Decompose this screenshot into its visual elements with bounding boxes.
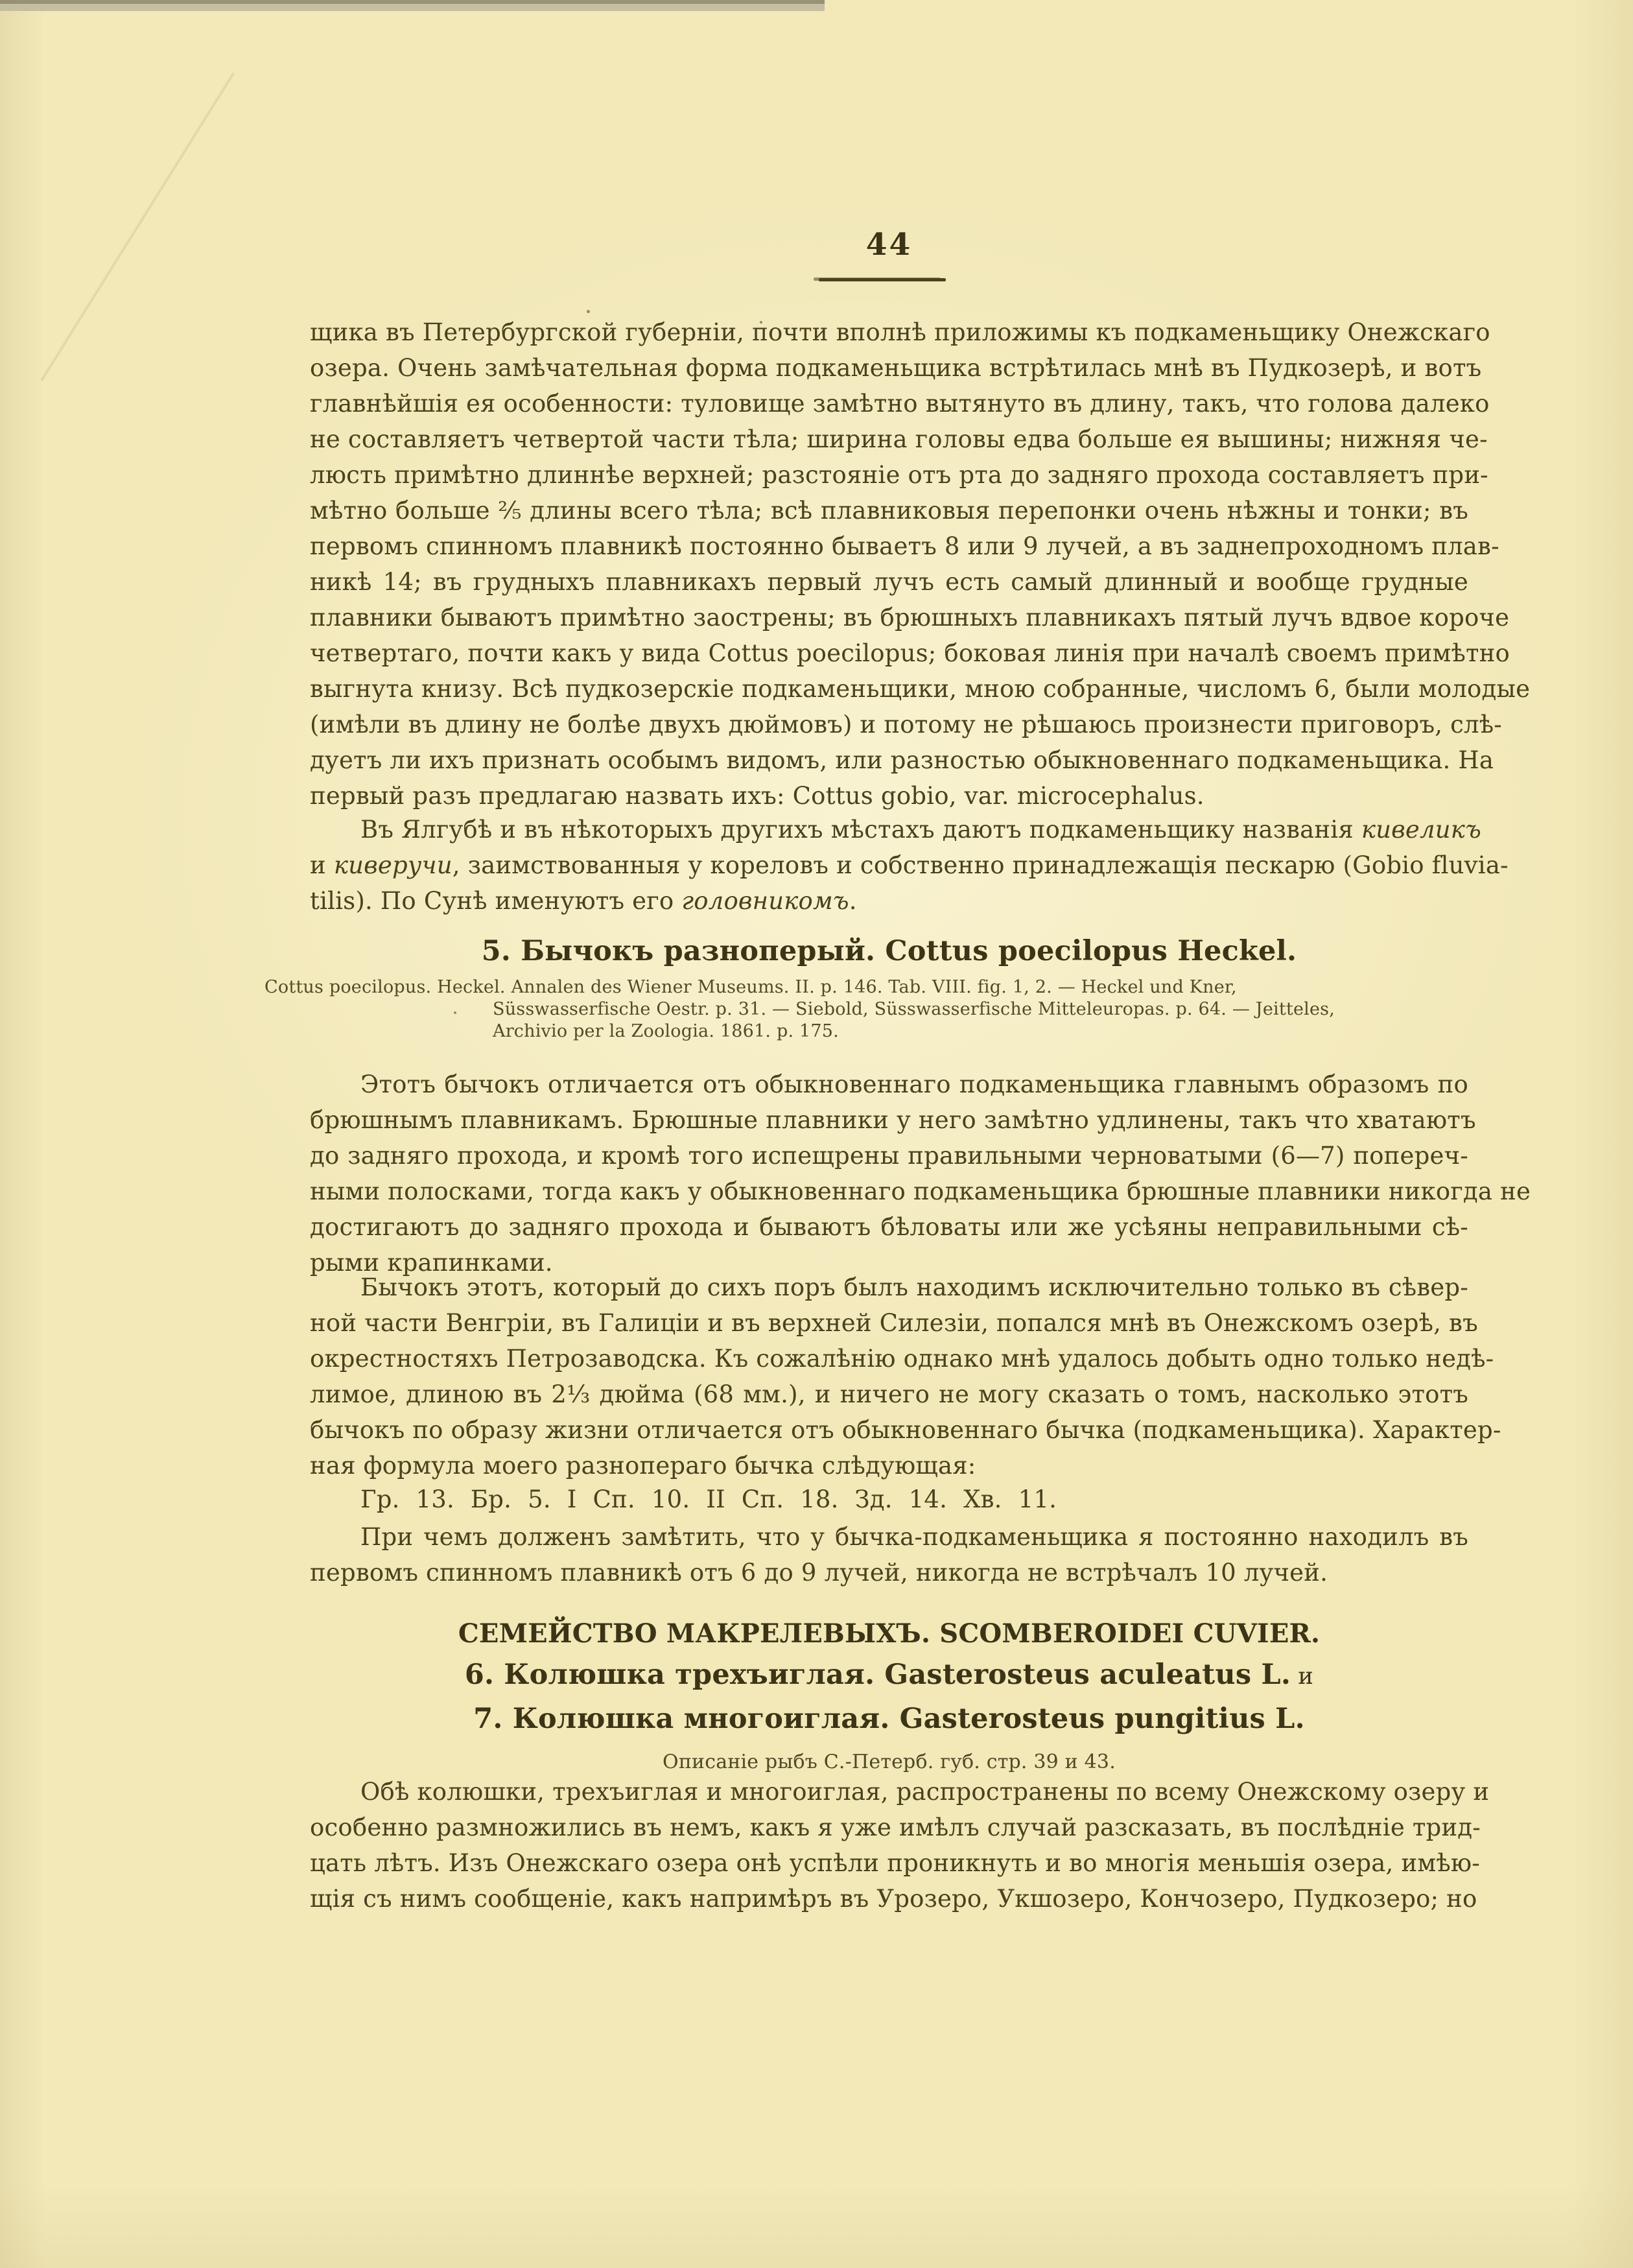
paragraph-distribution-specimen	[310, 1270, 1501, 1483]
family-heading-scomberoidei	[310, 1616, 1468, 1651]
text-segment: Бычокъ этотъ, который до сихъ поръ былъ находимъ исключительно только въ сѣвер-	[360, 1273, 1468, 1301]
text-line	[310, 1657, 1468, 1693]
text-segment: Archivio per la Zoologia. 1861. p. 175.	[493, 1021, 839, 1041]
paragraph-dorsal-ray-note	[310, 1519, 1468, 1590]
text-segment: ными полосками, тогда какъ у обыкновеннаго подкаменьщика брюшные плавники никогда не	[310, 1177, 1531, 1205]
text-segment: озера. Очень замѣчательная форма подкаменьщика встрѣтилась мнѣ въ Пудкозерѣ, и вотъ	[310, 354, 1482, 382]
text-segment: главнѣйшія ея особенности: туловище замѣтно вытянуто въ длину, такъ, что голова далеко	[310, 390, 1490, 418]
text-segment: ная формула моего разнопераго бычка слѣдующая:	[310, 1452, 976, 1480]
paragraph-local-names	[310, 812, 1509, 919]
text-segment: кивеликъ	[1361, 816, 1481, 844]
scan-artifact-top-bar	[0, 0, 825, 11]
text-line	[310, 1448, 1468, 1483]
species-heading-7-gasterosteus-pungitius	[310, 1701, 1468, 1737]
text-segment: щика въ Петербургской губерніи, почти вполнѣ приложимы къ подкаменьщику Онежскаго	[310, 318, 1490, 346]
text-segment: Süsswasserfische Oestr. p. 31. — Siebold, Süsswasserfische Mitteleuropas. p. 64. — Jeitteles,	[493, 999, 1335, 1019]
text-segment: 7. Колюшка многоиглая. Gasterosteus pungitius L.	[473, 1703, 1305, 1735]
text-line	[310, 1701, 1468, 1737]
species-heading-6-gasterosteus-aculeatus	[310, 1657, 1468, 1693]
text-segment: достигаютъ до задняго прохода и бываютъ бѣловаты или же усѣяны неправильными сѣ-	[310, 1213, 1468, 1241]
text-segment: щія съ нимъ сообщеніе, какъ напримѣръ въ Урозеро, Укшозеро, Кончозеро, Пудкозеро; но	[310, 1885, 1477, 1913]
text-line	[310, 778, 1468, 814]
text-segment: брюшнымъ плавникамъ. Брюшные плавники у него замѣтно удлинены, такъ что хватаютъ	[310, 1106, 1476, 1134]
text-line	[310, 350, 1482, 386]
text-line	[310, 635, 1510, 671]
text-segment: ной части Венгріи, въ Галиціи и въ верхней Силезіи, попался мнѣ въ Онежскомъ озерѣ, въ	[310, 1309, 1478, 1337]
text-line	[310, 386, 1490, 421]
text-segment: особенно размножились въ немъ, какъ я уже имѣлъ случай разсказать, въ послѣдніе трид-	[310, 1813, 1481, 1841]
text-line	[310, 1845, 1480, 1881]
text-line	[310, 1270, 1468, 1305]
text-segment: первомъ спинномъ плавникѣ отъ 6 до 9 лучей, никогда не встрѣчалъ 10 лучей.	[310, 1559, 1328, 1587]
text-segment: бычокъ по образу жизни отличается отъ обыкновеннаго бычка (подкаменьщика). Характер-	[310, 1416, 1501, 1444]
text-line	[310, 314, 1490, 350]
text-line	[310, 1519, 1468, 1555]
text-segment: Въ Ялгубѣ и въ нѣкоторыхъ другихъ мѣстахъ даютъ подкаменьщику названія	[360, 816, 1361, 844]
text-segment: головникомъ	[681, 887, 849, 915]
text-line	[310, 742, 1494, 778]
text-line	[310, 1881, 1477, 1917]
text-line	[310, 1341, 1494, 1376]
text-segment: и	[310, 851, 334, 879]
text-line	[310, 1555, 1468, 1590]
text-segment: первомъ спинномъ плавникѣ постоянно бываетъ 8 или 9 лучей, а въ заднепроходномъ плав-	[310, 532, 1499, 560]
text-segment: четвертаго, почти какъ у вида Cottus poecilopus; боковая линія при началѣ своемъ примѣтно	[310, 639, 1510, 667]
paragraph-ventral-fins-difference	[310, 1067, 1531, 1281]
text-segment: люсть примѣтно длиннѣе верхней; разстояніе отъ рта до задняго прохода составляетъ при-	[310, 461, 1488, 489]
text-line	[310, 457, 1488, 493]
text-line	[310, 812, 1481, 847]
text-segment: , заимствованныя у кореловъ и собственно принадлежащія пескарю (Gobio fluvia-	[452, 851, 1509, 879]
text-line	[310, 528, 1499, 564]
text-line	[310, 671, 1531, 707]
text-segment: никѣ 14; въ грудныхъ плавникахъ первый лучъ есть самый длинный и вообще грудные	[310, 568, 1468, 596]
text-line	[310, 1774, 1490, 1810]
text-segment: При чемъ долженъ замѣтить, что у бычка-подкаменьщика я постоянно находилъ въ	[360, 1523, 1468, 1551]
text-line	[264, 976, 1468, 998]
text-line	[310, 1174, 1531, 1209]
text-line	[310, 883, 1468, 919]
page-number-rule	[819, 278, 946, 281]
text-line	[310, 421, 1488, 457]
paragraph-cottus-gobio-var-microcephalus	[310, 314, 1531, 814]
text-segment: и	[1291, 1663, 1314, 1690]
paragraph-sticklebacks-distribution	[310, 1774, 1490, 1917]
text-segment: первый разъ предлагаю назвать ихъ: Cottus gobio, var. microcephalus.	[310, 782, 1204, 810]
text-segment: дуетъ ли ихъ признать особымъ видомъ, или разностью обыкновеннаго подкаменьщика. На	[310, 746, 1494, 774]
text-segment: СЕМЕЙСТВО МАКРЕЛЕВЫХЪ. SCOMBEROIDEI CUVIER.	[458, 1618, 1321, 1649]
text-segment: окрестностяхъ Петрозаводска. Къ сожалѣнію однако мнѣ удалось добыть одно только недѣ-	[310, 1345, 1494, 1373]
text-segment: не составляетъ четвертой части тѣла; ширина головы едва больше ея вышины; нижняя че-	[310, 425, 1488, 453]
synonymy-citation	[264, 976, 1468, 1043]
text-line	[310, 1209, 1468, 1245]
text-segment: Обѣ колюшки, трехъиглая и многоиглая, распространены по всему Онежскому озеру и	[360, 1778, 1490, 1806]
text-segment: Этотъ бычокъ отличается отъ обыкновеннаго подкаменьщика главнымъ образомъ по	[360, 1070, 1468, 1098]
text-line	[360, 1482, 1519, 1517]
text-line	[310, 564, 1468, 600]
text-segment: рыми крапинками.	[310, 1249, 553, 1277]
scan-speck	[587, 310, 590, 313]
text-line	[310, 1138, 1468, 1174]
text-line	[493, 998, 1468, 1021]
text-line	[310, 1305, 1478, 1341]
text-segment: цать лѣтъ. Изъ Онежскаго озера онѣ успѣли проникнуть и во многія меньшія озера, имѣю-	[310, 1849, 1480, 1877]
text-line	[310, 847, 1509, 883]
text-line	[310, 1102, 1476, 1138]
page-number: 44	[865, 227, 913, 263]
text-segment: Гр. 13. Бр. 5. I Сп. 10. II Сп. 18. Зд. 14. Хв. 11.	[360, 1485, 1057, 1513]
text-segment: мѣтно больше ²⁄₅ длины всего тѣла; всѣ плавниковыя перепонки очень нѣжны и тонки; въ	[310, 497, 1468, 525]
text-segment: Описаніе рыбъ С.-Петерб. губ. стр. 39 и 43.	[663, 1751, 1116, 1773]
text-line	[310, 600, 1510, 635]
text-segment: 6. Колюшка трехъиглая. Gasterosteus aculeatus L.	[464, 1659, 1291, 1691]
text-segment: (имѣли въ длину не болѣе двухъ дюймовъ) и потому не рѣшаюсь произнести приговоръ, слѣ-	[310, 711, 1502, 738]
text-line	[310, 1376, 1468, 1412]
text-segment: лимое, длиною въ 2¹⁄₃ дюйма (68 мм.), и ничего не могу сказать о томъ, насколько этотъ	[310, 1380, 1468, 1408]
text-line	[310, 1810, 1481, 1845]
text-segment: выгнута книзу. Всѣ пудкозерскіе подкаменьщики, мною собранные, числомъ 6, были молодые	[310, 675, 1531, 703]
text-segment: tilis). По Сунѣ именуютъ его	[310, 887, 682, 915]
text-line	[310, 493, 1468, 528]
species-heading-5-cottus-poecilopus	[310, 934, 1468, 969]
fin-ray-formula	[310, 1482, 1519, 1517]
text-line	[310, 1616, 1468, 1651]
text-line	[310, 1412, 1501, 1448]
text-segment: киверучи	[333, 851, 452, 879]
text-segment: 5. Бычокъ разноперый. Cottus poecilopus Heckel.	[481, 935, 1297, 967]
text-segment: плавники бываютъ примѣтно заострены; въ брюшныхъ плавникахъ пятый лучъ вдвое короче	[310, 604, 1510, 632]
text-segment: Cottus poecilopus. Heckel. Annalen des Wiener Museums. II. p. 146. Tab. VIII. fig. 1, 2. — Heckel und Kner,	[264, 977, 1237, 997]
text-line	[310, 1067, 1468, 1102]
text-line	[310, 707, 1502, 742]
text-segment: .	[849, 887, 857, 915]
text-line	[493, 1021, 1468, 1043]
text-line	[310, 934, 1468, 969]
text-segment: до задняго прохода, и кромѣ того испещрены правильными черноватыми (6—7) попереч-	[310, 1142, 1468, 1170]
scan-crease	[40, 72, 235, 381]
